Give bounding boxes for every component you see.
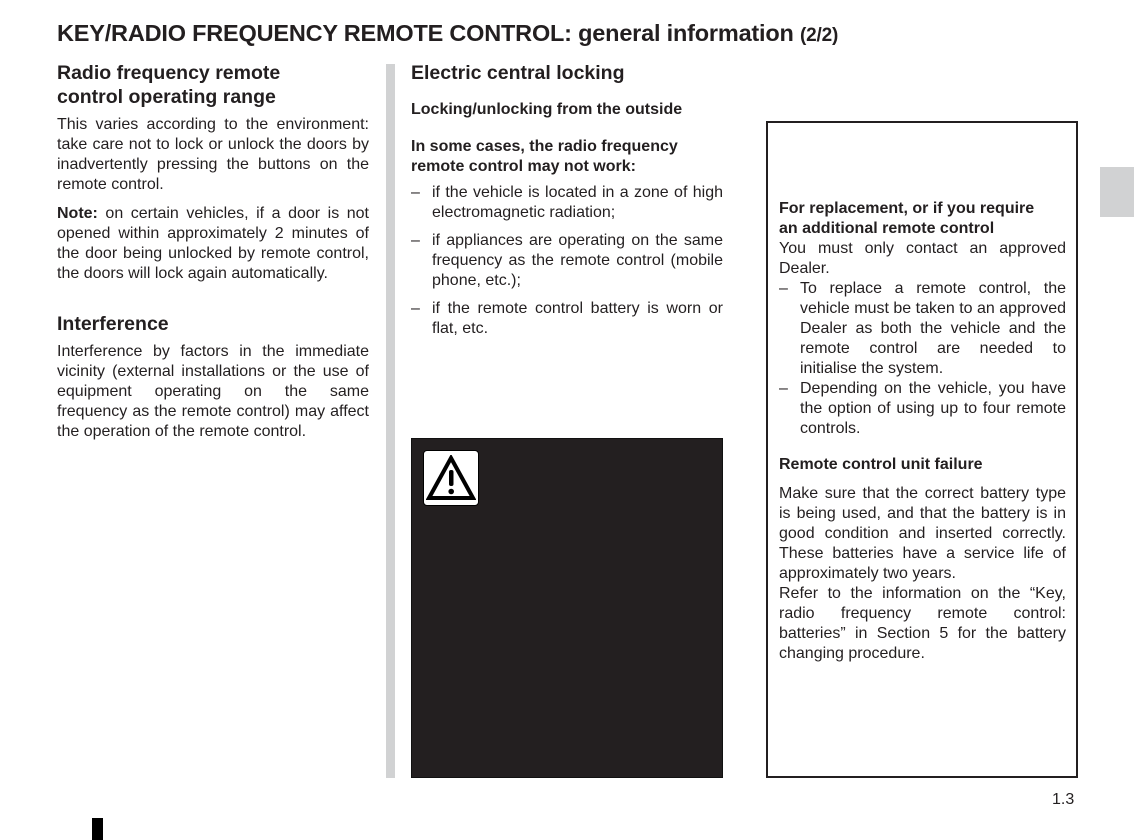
- crop-mark: [92, 818, 103, 840]
- column-divider-bar: [386, 64, 395, 778]
- page-indicator: (2/2): [800, 25, 839, 46]
- section-heading-interference: Interference: [57, 313, 169, 335]
- section-tab-marker: [1100, 167, 1134, 217]
- failure-heading: Remote control unit failure: [779, 456, 983, 473]
- page-title-text: KEY/RADIO FREQUENCY REMOTE CONTROL: general information: [57, 20, 794, 46]
- warning-box: [411, 438, 723, 778]
- failure-text: Make sure that the correct battery type is being used, and that the battery is in good condition and inserted correctly. These batteries have a service life of approximately two years.: [779, 485, 1066, 582]
- interference-paragraph: Interference by factors in the immediate vicinity (external installations or the use of equipment operating on the same frequency as the remote control) may affect the operation of the remote control.: [57, 343, 369, 440]
- operating-range-paragraph: This varies according to the environment: take care not to lock or unlock the doors by inadvertently pressing the buttons on the remote control.: [57, 116, 369, 193]
- page-number: 1.3: [1052, 791, 1075, 808]
- replacement-heading: For replacement, or if you require an additional remote control: [779, 200, 1035, 237]
- refer-text: Refer to the information on the “Key, radio frequency remote control: batteries” in Section 5 for the battery changing procedure.: [779, 585, 1066, 662]
- list-item: – Depending on the vehicle, you have the option of using up to four remote controls.: [779, 379, 1066, 439]
- list-item: – To replace a remote control, the vehicle must be taken to an approved Dealer as both the vehicle and the remote control are needed to initialise the system.: [779, 279, 1066, 379]
- list-item: – if the vehicle is located in a zone of high electromagnetic radiation;: [411, 183, 723, 223]
- middle-column: [411, 61, 723, 339]
- replacement-list: [779, 279, 1066, 439]
- note-label: Note:: [57, 205, 98, 222]
- not-work-list: [411, 183, 723, 339]
- section-heading-central-locking: Electric central locking: [411, 62, 625, 84]
- subheading-locking-outside: Locking/unlocking from the outside: [411, 101, 683, 118]
- section-heading-operating-range: Radio frequency remote control operating range: [57, 62, 281, 108]
- replacement-text: You must only contact an approved Dealer.: [779, 240, 1066, 277]
- warning-triangle-icon: [423, 450, 479, 506]
- intro-may-not-work: In some cases, the radio frequency remote control may not work:: [411, 138, 678, 175]
- note-text: on certain vehicles, if a door is not opened within approximately 2 minutes of the door being unlocked by remote control, the doors will lock again automatically.: [57, 205, 369, 282]
- list-item: – if the remote control battery is worn or flat, etc.: [411, 299, 723, 339]
- info-box: [766, 121, 1078, 778]
- note-paragraph: [57, 204, 369, 284]
- page-title: [57, 20, 838, 47]
- list-item: – if appliances are operating on the same frequency as the remote control (mobile phone, etc.);: [411, 231, 723, 291]
- left-column: [57, 61, 369, 442]
